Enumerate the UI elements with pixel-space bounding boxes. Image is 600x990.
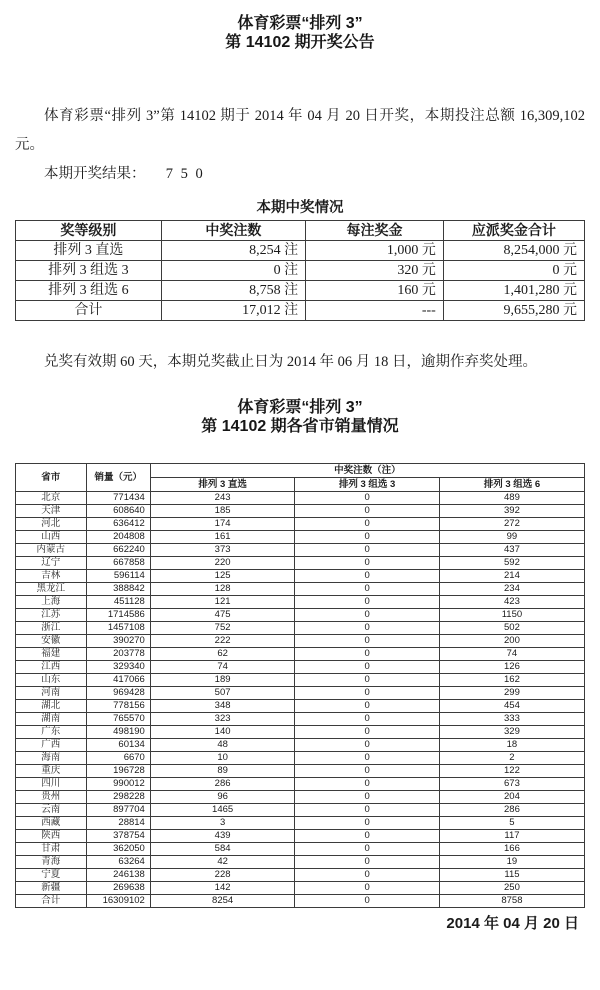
sales-table-cell: 990012 (86, 778, 150, 791)
sales-table-cell: 117 (439, 830, 584, 843)
sales-table-cell: 0 (295, 505, 440, 518)
sales-table-cell: 8254 (150, 895, 295, 908)
sales-table-cell: 323 (150, 713, 295, 726)
sales-table-cell: 74 (439, 648, 584, 661)
sales-table-cell: 重庆 (16, 765, 87, 778)
sales-table-cell: 96 (150, 791, 295, 804)
sales-table-cell: 969428 (86, 687, 150, 700)
sales-table-cell: 243 (150, 492, 295, 505)
sales-table-cell: 云南 (16, 804, 87, 817)
sales-table-cell: 272 (439, 518, 584, 531)
sales-table-cell: 安徽 (16, 635, 87, 648)
sales-table-cell: 0 (295, 622, 440, 635)
sales-table-cell: 390270 (86, 635, 150, 648)
sales-table-row (16, 609, 585, 622)
sales-table-row (16, 648, 585, 661)
sales-table-cell: 475 (150, 609, 295, 622)
sales-table-cell: 2 (439, 752, 584, 765)
sales-table-cell: 广东 (16, 726, 87, 739)
sales-table-cell: 126 (439, 661, 584, 674)
sales-table-cell: 62 (150, 648, 295, 661)
sales-title-line2: 第 14102 期各省市销量情况 (201, 418, 399, 435)
sales-table-cell: 0 (295, 674, 440, 687)
sales-table-cell: 166 (439, 843, 584, 856)
sales-table-cell: 333 (439, 713, 584, 726)
sales-table-cell: 江西 (16, 661, 87, 674)
sales-table-cell: 0 (295, 843, 440, 856)
sales-table-cell: 286 (150, 778, 295, 791)
sales-table-cell: 3 (150, 817, 295, 830)
sales-table-cell: 0 (295, 869, 440, 882)
sales-table-cell: 0 (295, 661, 440, 674)
sales-table-cell: 0 (295, 778, 440, 791)
prize-table-row (16, 301, 585, 321)
sales-table-cell: 128 (150, 583, 295, 596)
sales-table-cell: 161 (150, 531, 295, 544)
sales-table-cell: 0 (295, 609, 440, 622)
sales-table-cell: 四川 (16, 778, 87, 791)
sales-table-cell: 48 (150, 739, 295, 752)
sales-table-cell: 220 (150, 557, 295, 570)
sales-table-row (16, 492, 585, 505)
draw-result-label: 本期开奖结果： (44, 166, 146, 182)
prize-header-total: 应派奖金合计 (443, 221, 584, 241)
sales-table-cell: 甘肃 (16, 843, 87, 856)
sales-table-cell: 山西 (16, 531, 87, 544)
sales-table-cell: 439 (150, 830, 295, 843)
prize-header-amount: 每注奖金 (306, 221, 444, 241)
sales-header-zhixuan: 排列 3 直选 (150, 478, 295, 492)
sales-table-cell: 0 (295, 518, 440, 531)
sales-table-cell: 63264 (86, 856, 150, 869)
prize-table-header-row (16, 221, 585, 241)
prize-table-row (16, 281, 585, 301)
prize-table-cell: 0 元 (443, 261, 584, 281)
sales-table-cell: 0 (295, 791, 440, 804)
prize-table-cell: 0 注 (161, 261, 306, 281)
sales-table-cell: 湖南 (16, 713, 87, 726)
sales-table-cell: 0 (295, 882, 440, 895)
sales-table-cell: 454 (439, 700, 584, 713)
sales-table-cell: 228 (150, 869, 295, 882)
prize-table-cell: 1,000 元 (306, 241, 444, 261)
sales-header-zuxuan6: 排列 3 组选 6 (439, 478, 584, 492)
sales-table-cell: 189 (150, 674, 295, 687)
sales-table-cell: 752 (150, 622, 295, 635)
sales-table-cell: 宁夏 (16, 869, 87, 882)
sales-table-cell: 河南 (16, 687, 87, 700)
sales-table-cell: 0 (295, 726, 440, 739)
sales-table-cell: 115 (439, 869, 584, 882)
sales-table-row (16, 752, 585, 765)
sales-table-cell: 5 (439, 817, 584, 830)
sales-table-row (16, 570, 585, 583)
sales-table-cell: 196728 (86, 765, 150, 778)
sales-table-cell: 636412 (86, 518, 150, 531)
sales-table-cell: 329 (439, 726, 584, 739)
sales-table-cell: 19 (439, 856, 584, 869)
sales-table-cell: 山东 (16, 674, 87, 687)
redeem-notice: 兑奖有效期 60 天，本期兑奖截止日为 2014 年 06 月 18 日，逾期作弃奖处理。 (44, 354, 537, 370)
sales-table-cell: 608640 (86, 505, 150, 518)
prize-header-level: 奖等级别 (16, 221, 162, 241)
sales-table-cell: 362050 (86, 843, 150, 856)
sales-table-cell: 673 (439, 778, 584, 791)
sales-table-cell: 0 (295, 700, 440, 713)
sales-table-cell: 269638 (86, 882, 150, 895)
sales-table-cell: 174 (150, 518, 295, 531)
sales-table-cell: 湖北 (16, 700, 87, 713)
sales-title-line1: 体育彩票“排列 3” (237, 399, 363, 416)
sales-table-cell: 507 (150, 687, 295, 700)
sales-header-province: 省市 (16, 464, 87, 492)
sales-table-cell: 451128 (86, 596, 150, 609)
sales-table-row (16, 765, 585, 778)
sales-table-cell: 204 (439, 791, 584, 804)
sales-table-cell: 0 (295, 557, 440, 570)
sales-table-row (16, 726, 585, 739)
sales-table-cell: 498190 (86, 726, 150, 739)
sales-header-win-group: 中奖注数（注） (150, 464, 584, 478)
sales-header-zuxuan3: 排列 3 组选 3 (295, 478, 440, 492)
sales-table-cell: 18 (439, 739, 584, 752)
prize-table-row (16, 261, 585, 281)
sales-table-cell: 河北 (16, 518, 87, 531)
sales-table-row (16, 739, 585, 752)
prize-table (15, 220, 585, 321)
sales-table-cell: 662240 (86, 544, 150, 557)
sales-table-header-row1 (16, 464, 585, 478)
doc-title-line1: 体育彩票“排列 3” (237, 15, 363, 32)
sales-table-cell: 0 (295, 687, 440, 700)
intro-paragraph: 体育彩票“排列 3”第 14102 期于 2014 年 04 月 20 日开奖，本期投注总额 16,309,102 元。 (15, 108, 585, 153)
sales-table-cell: 437 (439, 544, 584, 557)
prize-table-cell: 合计 (16, 301, 162, 321)
sales-table-cell: 417066 (86, 674, 150, 687)
sales-table-cell: 122 (439, 765, 584, 778)
sales-table-cell: 234 (439, 583, 584, 596)
sales-table-cell: 250 (439, 882, 584, 895)
sales-table-cell: 0 (295, 752, 440, 765)
sales-table-cell: 6670 (86, 752, 150, 765)
sales-table-cell: 246138 (86, 869, 150, 882)
sales-table-cell: 0 (295, 635, 440, 648)
sales-table-row (16, 544, 585, 557)
sales-table-row (16, 531, 585, 544)
prize-header-count: 中奖注数 (161, 221, 306, 241)
prize-table-cell: 8,758 注 (161, 281, 306, 301)
sales-table-row (16, 804, 585, 817)
sales-table-cell: 1714586 (86, 609, 150, 622)
sales-table-cell: 222 (150, 635, 295, 648)
sales-table-cell: 福建 (16, 648, 87, 661)
sales-table-cell: 上海 (16, 596, 87, 609)
sales-table-cell: 897704 (86, 804, 150, 817)
sales-table-cell: 28814 (86, 817, 150, 830)
sales-table-cell: 286 (439, 804, 584, 817)
sales-table-cell: 0 (295, 570, 440, 583)
sales-table-row (16, 700, 585, 713)
sales-header-sales: 销量（元） (86, 464, 150, 492)
sales-table-cell: 423 (439, 596, 584, 609)
sales-table-cell: 771434 (86, 492, 150, 505)
sales-table-cell: 0 (295, 492, 440, 505)
prize-table-cell: 1,401,280 元 (443, 281, 584, 301)
sales-table-cell: 489 (439, 492, 584, 505)
sales-table-row (16, 596, 585, 609)
sales-table-cell: 内蒙古 (16, 544, 87, 557)
prize-table-cell: 排列 3 组选 6 (16, 281, 162, 301)
sales-table-cell: 89 (150, 765, 295, 778)
sales-table-row (16, 557, 585, 570)
sales-table-cell: 新疆 (16, 882, 87, 895)
draw-result-value: 7 5 0 (165, 166, 205, 182)
sales-table-cell: 140 (150, 726, 295, 739)
sales-table-cell: 江苏 (16, 609, 87, 622)
sales-table-cell: 214 (439, 570, 584, 583)
sales-table-cell: 广西 (16, 739, 87, 752)
sales-table-cell: 765570 (86, 713, 150, 726)
sales-table-cell: 0 (295, 596, 440, 609)
sales-table-row (16, 791, 585, 804)
doc-title-line2: 第 14102 期开奖公告 (225, 34, 375, 51)
sales-table-row (16, 843, 585, 856)
sales-table-cell: 0 (295, 830, 440, 843)
sales-table-cell: 121 (150, 596, 295, 609)
sales-table-cell: 204808 (86, 531, 150, 544)
sales-table-cell: 667858 (86, 557, 150, 570)
sales-table-cell: 0 (295, 817, 440, 830)
prize-table-cell: 17,012 注 (161, 301, 306, 321)
sales-table-cell: 125 (150, 570, 295, 583)
sales-table-cell: 0 (295, 544, 440, 557)
sales-table-row (16, 778, 585, 791)
sales-table-row (16, 661, 585, 674)
sales-table-row (16, 674, 585, 687)
prize-table-body (16, 241, 585, 321)
sales-table-cell: 贵州 (16, 791, 87, 804)
sales-table-cell: 8758 (439, 895, 584, 908)
sales-table-cell: 0 (295, 713, 440, 726)
prize-table-caption: 本期中奖情况 (256, 200, 344, 216)
sales-table-cell: 778156 (86, 700, 150, 713)
prize-table-cell: 排列 3 组选 3 (16, 261, 162, 281)
sales-table-cell: 74 (150, 661, 295, 674)
prize-table-cell: --- (306, 301, 444, 321)
prize-table-cell: 160 元 (306, 281, 444, 301)
sales-table-cell: 1457108 (86, 622, 150, 635)
sales-table-cell: 596114 (86, 570, 150, 583)
sales-table-cell: 陕西 (16, 830, 87, 843)
prize-table-cell: 8,254 注 (161, 241, 306, 261)
sales-table-cell: 60134 (86, 739, 150, 752)
sales-table-cell: 502 (439, 622, 584, 635)
sales-table-cell: 吉林 (16, 570, 87, 583)
sales-table-cell: 1150 (439, 609, 584, 622)
sales-table-cell: 0 (295, 739, 440, 752)
sales-table-cell: 162 (439, 674, 584, 687)
sales-table-cell: 200 (439, 635, 584, 648)
date-footer: 2014 年 04 月 20 日 (446, 915, 579, 932)
prize-table-cell: 排列 3 直选 (16, 241, 162, 261)
sales-table-row (16, 518, 585, 531)
sales-table-row (16, 830, 585, 843)
sales-table-row (16, 622, 585, 635)
sales-table-cell: 合计 (16, 895, 87, 908)
sales-table-cell: 299 (439, 687, 584, 700)
sales-table-cell: 北京 (16, 492, 87, 505)
sales-table-cell: 142 (150, 882, 295, 895)
sales-table-row (16, 895, 585, 908)
sales-table-body (16, 492, 585, 908)
sales-table-row (16, 687, 585, 700)
sales-table-cell: 298228 (86, 791, 150, 804)
sales-table-cell: 10 (150, 752, 295, 765)
sales-table (15, 463, 585, 908)
sales-table-cell: 西藏 (16, 817, 87, 830)
sales-table-cell: 16309102 (86, 895, 150, 908)
sales-table-cell: 辽宁 (16, 557, 87, 570)
sales-table-cell: 584 (150, 843, 295, 856)
sales-table-row (16, 856, 585, 869)
sales-table-row (16, 583, 585, 596)
sales-table-row (16, 505, 585, 518)
sales-table-cell: 348 (150, 700, 295, 713)
sales-table-row (16, 869, 585, 882)
sales-table-cell: 592 (439, 557, 584, 570)
sales-table-cell: 0 (295, 895, 440, 908)
sales-table-cell: 天津 (16, 505, 87, 518)
sales-table-cell: 黑龙江 (16, 583, 87, 596)
sales-table-cell: 203778 (86, 648, 150, 661)
sales-table-cell: 378754 (86, 830, 150, 843)
prize-table-cell: 9,655,280 元 (443, 301, 584, 321)
sales-table-cell: 0 (295, 856, 440, 869)
sales-table-cell: 99 (439, 531, 584, 544)
sales-table-cell: 392 (439, 505, 584, 518)
sales-table-row (16, 817, 585, 830)
sales-table-cell: 0 (295, 804, 440, 817)
draw-result-line (15, 160, 585, 189)
sales-table-row (16, 713, 585, 726)
sales-table-cell: 青海 (16, 856, 87, 869)
sales-table-cell: 0 (295, 583, 440, 596)
sales-table-cell: 373 (150, 544, 295, 557)
sales-table-cell: 329340 (86, 661, 150, 674)
sales-table-cell: 0 (295, 765, 440, 778)
doc-title (15, 14, 585, 52)
prize-table-row (16, 241, 585, 261)
sales-section-title (15, 398, 585, 436)
prize-table-cell: 320 元 (306, 261, 444, 281)
sales-table-cell: 0 (295, 648, 440, 661)
sales-table-cell: 浙江 (16, 622, 87, 635)
sales-table-cell: 185 (150, 505, 295, 518)
sales-table-row (16, 882, 585, 895)
sales-table-cell: 42 (150, 856, 295, 869)
prize-table-cell: 8,254,000 元 (443, 241, 584, 261)
sales-table-row (16, 635, 585, 648)
sales-table-cell: 388842 (86, 583, 150, 596)
sales-table-cell: 0 (295, 531, 440, 544)
sales-table-cell: 海南 (16, 752, 87, 765)
sales-table-cell: 1465 (150, 804, 295, 817)
